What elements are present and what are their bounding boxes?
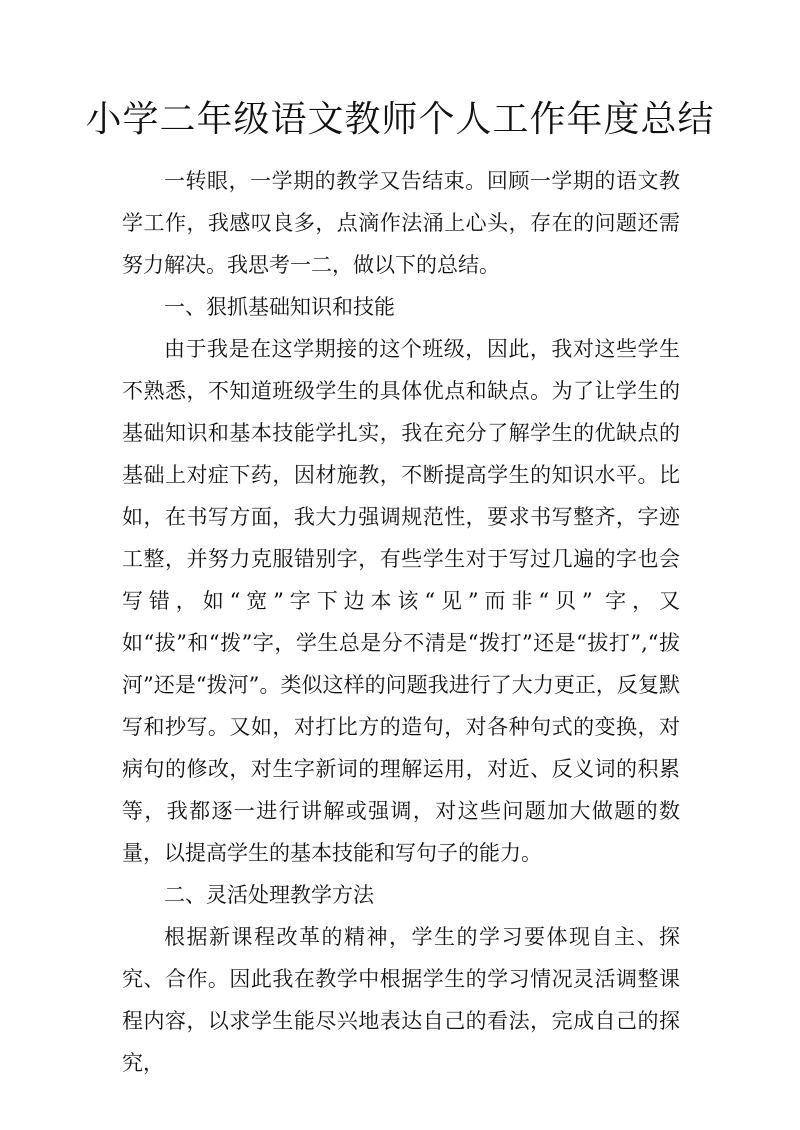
section-2-paragraph: 根据新课程改革的精神，学生的学习要体现自主、探究、合作。因此我在教学中根据学生的学习情况灵活调整课程内容，以求学生能尽兴地表达自己的看法，完成自己的探究， (122, 925, 680, 1075)
section-heading-2: 二、灵活处理教学方法 (164, 883, 374, 907)
document-body (122, 160, 680, 1084)
intro-paragraph: 一转眼，一学期的教学又告结束。回顾一学期的语文教学工作，我感叹良多，点滴作法涌上心头，存在的问题还需努力解决。我思考一二，做以下的总结。 (122, 169, 680, 277)
section-1-paragraph: 由于我是在这学期接的这个班级，因此，我对这些学生不熟悉，不知道班级学生的具体优点和缺点。为了让学生的基础知识和基本技能学扎实，我在充分了解学生的优缺点的基础上对症下药，因材施教，不断提高学生的知识水平。比如，在书写方面，我大力强调规范性，要求书写整齐，字迹工整，并努力克服错别字，有些学生对于写过几遍的字也会写错，如“宽”字下边本该“见”而非“贝” 字，又如“拔”和“拨”字，学生总是分不清是“拨打”还是“拔打”,“拔河”还是“拨河”。类似这样的问题我进行了大力更正，反复默写和抄写。又如，对打比方的造句，对各种句式的变换，对病句的修改，对生字新词的理解运用，对近、反义词的积累等，我都逐一进行讲解或强调，对这些问题加大做题的数量，以提高学生的基本技能和写句子的能力。 (122, 337, 680, 865)
document-title: 小学二年级语文教师个人工作年度总结 (85, 99, 715, 140)
section-heading-1: 一、狠抓基础知识和技能 (164, 295, 395, 319)
